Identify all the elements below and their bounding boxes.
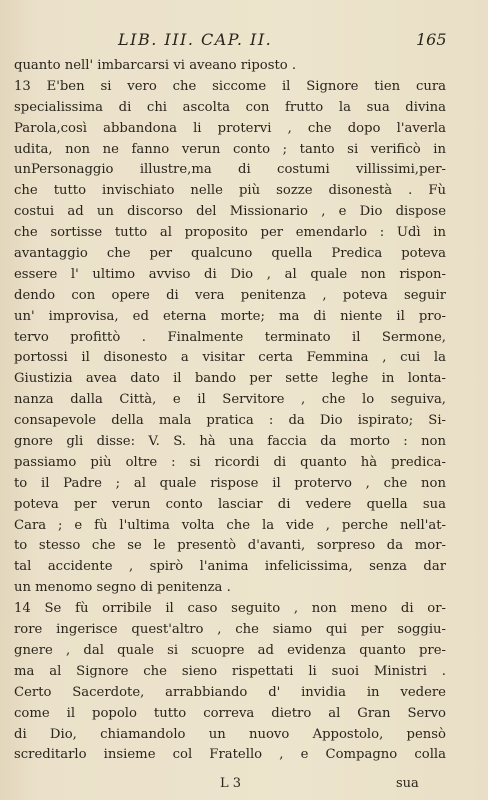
text-line: udita, non ne fanno verun conto ; tanto si verificò in	[14, 141, 446, 157]
text-line: un' improvisa, ed eterna morte; ma di niente il pro-	[14, 308, 446, 324]
text-line: Giustizia avea dato il bando per sette leghe in lonta-	[14, 371, 446, 387]
text-line: quanto nell' imbarcarsi vi aveano riposto .	[14, 58, 297, 73]
text-line: gnore gli disse: V. S. hà una faccia da morto : non	[14, 434, 446, 450]
text-line: portossi il disonesto a visitar certa Femmina , cui la	[14, 350, 446, 366]
page-number: 165	[416, 30, 447, 49]
text-line: come il popolo tutto correva dietro al Gran Servo	[14, 705, 446, 721]
text-line: essere l' ultimo avviso di Dio , al quale non rispon-	[14, 266, 446, 282]
text-line: un menomo segno di penitenza .	[14, 580, 231, 596]
text-line: consapevole della mala pratica : da Dio ispirato; Si-	[14, 413, 446, 429]
page-footer	[0, 776, 488, 794]
text-line: dendo con opere di vera penitenza , poteva seguir	[14, 287, 446, 303]
text-line: rore ingerisce quest'altro , che siamo qui per soggiu-	[14, 622, 446, 638]
text-line: to il Padre ; al quale rispose il protervo , che non	[14, 475, 446, 491]
text-line: unPersonaggio illustre,ma di costumi villissimi,per-	[14, 162, 446, 178]
text-line: 13 E'ben si vero che siccome il Signore tien cura	[14, 78, 446, 94]
text-line: gnere , dal quale si scuopre ad evidenza quanto pre-	[14, 642, 446, 658]
text-line: screditarlo insieme col Fratello , e Compagno colla	[14, 747, 446, 763]
text-line: nanza dalla Città, e il Servitore , che lo seguiva,	[14, 392, 446, 408]
text-line: Cara ; e fù l'ultima volta che la vide , perche nell'at-	[14, 517, 446, 533]
text-line: Parola,così abbandona li protervi , che dopo l'averla	[14, 120, 446, 136]
text-line: costui ad un discorso del Missionario , e Dio dispose	[14, 204, 446, 220]
text-line: to stesso che se le presentò d'avanti, sorpreso da mor-	[14, 538, 446, 554]
text-line: ma al Signore che sieno rispettati li suoi Ministri .	[14, 663, 446, 679]
text-line: tal accidente , spirò l'anima infelicissima, senza dar	[14, 559, 446, 575]
text-line: passiamo più oltre : si ricordi di quanto hà predica-	[14, 454, 446, 470]
text-line: tervo profittò . Finalmente terminato il Sermone,	[14, 329, 446, 345]
text-line: che tutto invischiato nelle più sozze disonestà . Fù	[14, 183, 446, 199]
text-line: specialissima di chi ascolta con frutto la sua divina	[14, 99, 446, 115]
page-header	[0, 30, 488, 52]
running-head: LIB. III. CAP. II.	[118, 30, 273, 49]
text-line: avantaggio che per qualcuno quella Predica poteva	[14, 246, 446, 262]
text-line: di Dio, chiamandolo un nuovo Appostolo, pensò	[14, 726, 446, 742]
text-line: che sortisse tutto al proposito per emendarlo : Udì in	[14, 225, 446, 241]
text-line: Certo Sacerdote, arrabbiando d' invidia in vedere	[14, 684, 446, 700]
signature-mark: L 3	[220, 776, 242, 791]
text-line: poteva per verun conto lasciar di vedere quella sua	[14, 496, 446, 512]
text-line: 14 Se fù orribile il caso seguito , non meno di or-	[14, 601, 446, 617]
catchword: sua	[396, 776, 419, 791]
body-text	[14, 56, 446, 766]
